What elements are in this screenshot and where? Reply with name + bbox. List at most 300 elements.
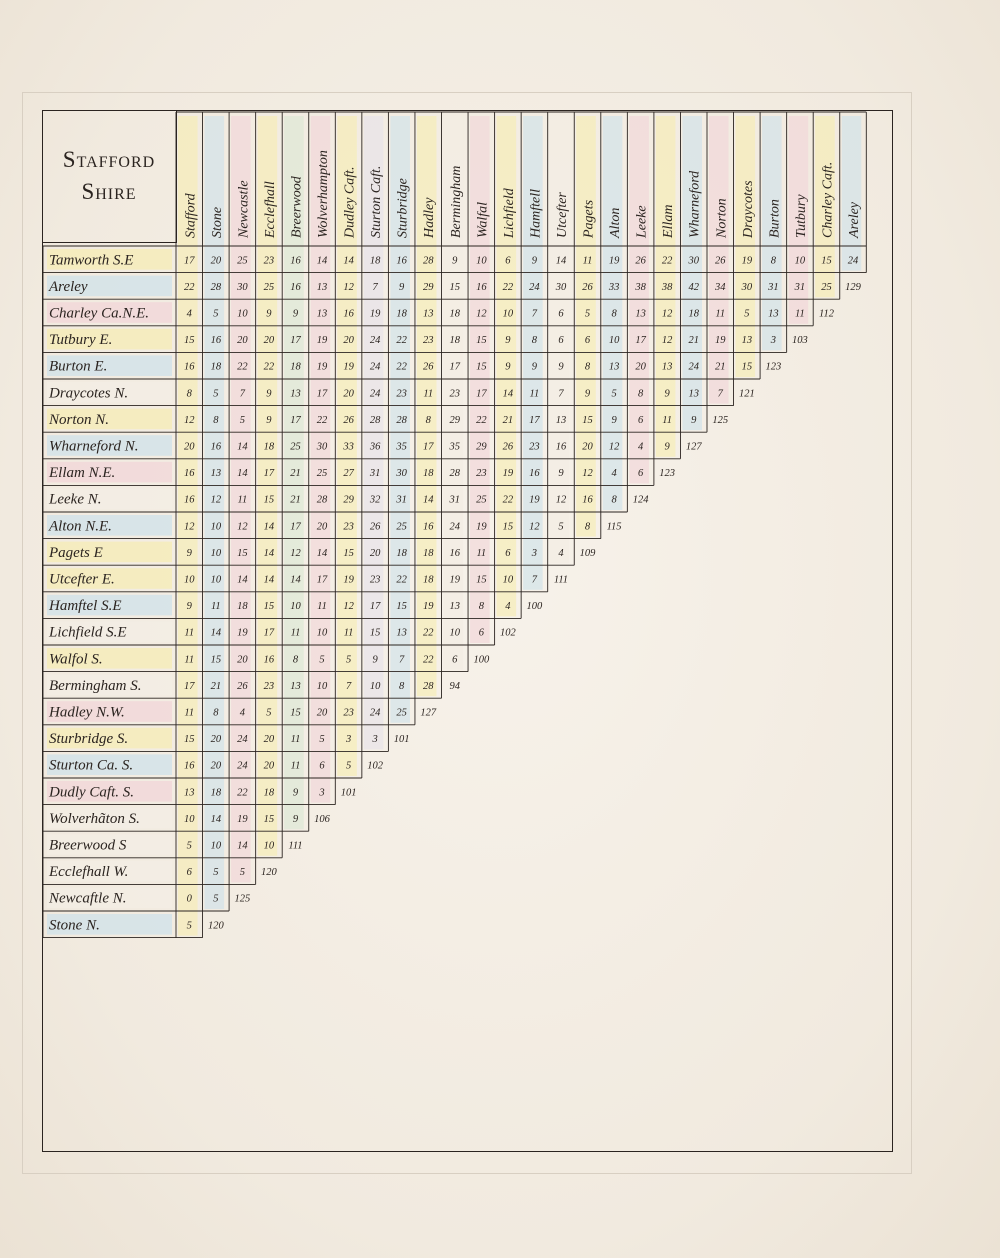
distance-cell: 18 [396,308,407,320]
distance-cell: 29 [422,281,434,293]
distance-cell: 5 [266,707,272,719]
distance-cell: 35 [396,441,407,453]
row-name: Tutbury E. [49,332,113,349]
distance-cell: 15 [476,361,487,373]
distance-cell: 17 [529,414,540,426]
distance-cell: 17 [263,468,275,480]
distance-cell: 18 [263,787,275,799]
distance-cell: 10 [210,521,222,533]
distance-cell: 20 [210,734,222,746]
distance-cell: 9 [531,361,538,373]
distance-cell: 23 [343,707,354,719]
distance-cell: 5 [186,840,192,852]
distance-cell: 17 [635,335,646,347]
distance-cell: 12 [237,521,248,533]
distance-cell: 15 [476,574,487,586]
distance-cell: 24 [369,388,381,400]
distance-cell: 15 [369,627,381,639]
distance-cell: 42 [688,281,699,293]
distance-cell: 17 [184,255,195,267]
distance-cell: 10 [263,840,275,852]
distance-cell: 17 [290,521,301,533]
distance-cell: 31 [794,281,806,293]
distance-cell: 12 [210,494,222,506]
column-tint [470,116,490,643]
distance-cell: 25 [396,707,407,719]
distance-cell: 12 [343,281,354,293]
distance-cell: 9 [266,414,272,426]
distance-cell: 26 [369,521,381,533]
column-header: Wharneford [687,170,703,238]
distance-from-london: 123 [765,361,782,373]
distance-cell: 29 [343,494,354,506]
row-name: Sturton Ca. S. [49,757,134,774]
column-header: Burton [767,199,783,238]
distance-from-london: 129 [845,281,861,293]
distance-cell: 10 [316,627,328,639]
column-header: Sturton Caft. [369,165,385,238]
distance-cell: 15 [263,601,275,613]
distance-cell: 31 [369,468,381,480]
distance-cell: 22 [316,414,328,426]
distance-cell: 25 [290,441,301,453]
row-name: Newcaftle N. [49,890,127,907]
distance-cell: 20 [316,707,328,719]
distance-cell: 30 [237,281,248,293]
distance-cell: 19 [369,308,381,320]
distance-cell: 10 [502,574,514,586]
distance-cell: 9 [372,654,378,666]
distance-cell: 13 [316,308,328,320]
distance-cell: 6 [558,335,564,347]
column-tint [523,116,543,590]
distance-cell: 4 [239,707,245,719]
distance-cell: 10 [290,601,301,613]
distance-cell: 10 [184,574,195,586]
distance-cell: 31 [396,494,407,506]
distance-cell: 18 [369,255,381,267]
distance-cell: 11 [529,388,540,400]
distance-cell: 15 [184,335,195,347]
distance-cell: 18 [449,335,461,347]
distance-cell: 16 [449,547,461,559]
distance-cell: 9 [292,787,299,799]
distance-cell: 20 [237,654,248,666]
distance-cell: 20 [263,734,275,746]
distance-cell: 9 [691,414,697,426]
column-header: Hadley [422,197,438,238]
distance-cell: 9 [292,308,299,320]
distance-cell: 17 [449,361,461,373]
distance-cell: 11 [795,308,805,320]
distance-cell: 14 [555,255,567,267]
distance-cell: 15 [476,335,487,347]
distance-cell: 15 [343,547,354,559]
distance-cell: 22 [502,494,514,506]
distance-cell: 18 [422,547,434,559]
distance-cell: 7 [345,680,352,692]
distance-cell: 14 [316,547,328,559]
column-header: Ecclefhall [262,181,278,238]
column-header: Bermingham [448,165,464,238]
distance-from-london: 100 [473,654,490,666]
distance-cell: 9 [186,601,192,613]
distance-cell: 15 [290,707,301,719]
distance-cell: 15 [263,494,275,506]
distance-cell: 20 [582,441,593,453]
distance-cell: 9 [505,335,511,347]
row-name: Leeke N. [49,491,102,508]
distance-cell: 5 [213,388,219,400]
distance-cell: 26 [343,414,354,426]
distance-cell: 14 [290,574,301,586]
distance-cell: 19 [449,574,461,586]
distance-cell: 20 [210,760,222,772]
distance-cell: 10 [502,308,514,320]
distance-cell: 8 [478,601,484,613]
distance-cell: 20 [263,335,275,347]
column-header: Stone [209,206,225,238]
distance-cell: 10 [476,255,487,267]
distance-cell: 21 [290,468,301,480]
distance-cell: 27 [343,468,354,480]
distance-cell: 19 [237,627,248,639]
distance-from-london: 109 [579,547,596,559]
distance-cell: 12 [661,308,673,320]
distance-cell: 23 [529,441,540,453]
column-header: Ellam [661,204,677,238]
title-line-1: Stafford [62,147,156,172]
distance-cell: 5 [213,893,219,905]
distance-cell: 18 [449,308,461,320]
row-name: Sturbridge S. [49,731,129,748]
distance-cell: 13 [768,308,779,320]
distance-cell: 18 [210,361,222,373]
distance-cell: 20 [343,388,354,400]
distance-cell: 22 [661,255,673,267]
distance-cell: 17 [476,388,487,400]
distance-cell: 3 [319,787,325,799]
distance-cell: 6 [186,867,192,879]
distance-cell: 30 [316,441,328,453]
distance-cell: 22 [396,335,407,347]
distance-cell: 24 [237,760,248,772]
row-name: Dudly Caft. S. [49,784,134,801]
column-header: Hamftell [528,189,544,238]
distance-cell: 17 [184,680,195,692]
distance-cell: 18 [237,601,248,613]
distance-cell: 4 [638,441,644,453]
distance-cell: 15 [263,813,275,825]
distance-cell: 8 [770,255,776,267]
distance-cell: 6 [584,335,591,347]
distance-cell: 9 [531,255,538,267]
distance-cell: 12 [290,547,301,559]
distance-cell: 10 [210,574,222,586]
distance-cell: 11 [582,255,593,267]
distance-cell: 22 [502,281,514,293]
distance-cell: 19 [343,574,354,586]
distance-cell: 7 [372,281,378,293]
distance-cell: 18 [290,361,301,373]
row-name: Ellam N.E. [49,465,116,482]
distance-cell: 0 [186,893,192,905]
distance-cell: 13 [608,361,620,373]
distance-cell: 17 [263,627,275,639]
distance-cell: 12 [476,308,487,320]
distance-cell: 21 [290,494,301,506]
distance-cell: 25 [476,494,487,506]
distance-cell: 26 [635,255,646,267]
distance-cell: 5 [319,654,325,666]
distance-cell: 18 [263,441,275,453]
distance-cell: 19 [422,601,434,613]
distance-cell: 18 [422,468,434,480]
distance-cell: 12 [661,335,673,347]
distance-cell: 5 [345,654,352,666]
distance-cell: 20 [237,335,248,347]
distance-cell: 13 [290,680,301,692]
distance-cell: 4 [505,601,511,613]
distance-from-london: 125 [234,893,251,905]
distance-cell: 14 [263,574,275,586]
distance-from-london: 121 [738,388,755,400]
distance-cell: 24 [847,255,859,267]
distance-cell: 5 [345,760,352,772]
distance-cell: 22 [184,281,195,293]
row-name: Ecclefhall W. [49,864,129,881]
distance-cell: 13 [422,308,434,320]
distance-cell: 9 [505,361,511,373]
column-header: Sturbridge [395,178,411,238]
distance-from-london: 101 [340,787,357,799]
distance-cell: 12 [555,494,567,506]
distance-cell: 32 [369,494,381,506]
distance-cell: 25 [237,255,248,267]
distance-cell: 13 [741,335,753,347]
distance-cell: 20 [343,335,354,347]
distance-from-london: 123 [659,468,676,480]
row-name: Utcefter E. [49,571,115,588]
distance-cell: 16 [529,468,540,480]
distance-cell: 14 [237,468,248,480]
distance-cell: 3 [372,734,378,746]
distance-cell: 18 [688,308,699,320]
distance-cell: 4 [611,468,617,480]
distance-cell: 24 [369,335,381,347]
distance-cell: 36 [369,441,381,453]
distance-cell: 16 [290,255,301,267]
distance-cell: 19 [741,255,753,267]
distance-cell: 7 [717,388,723,400]
distance-cell: 24 [688,361,699,373]
distance-cell: 9 [186,547,192,559]
distance-cell: 31 [449,494,461,506]
distance-cell: 4 [186,308,192,320]
distance-cell: 21 [502,414,514,426]
distance-cell: 15 [210,654,222,666]
distance-cell: 28 [422,680,434,692]
distance-cell: 11 [290,760,301,772]
distance-cell: 23 [263,680,275,692]
row-name: Tamworth S.E [49,252,134,269]
column-header: Areley [847,201,863,238]
distance-cell: 11 [237,494,248,506]
distance-cell: 12 [582,468,593,480]
column-header: Norton [714,198,730,238]
distance-cell: 5 [611,388,617,400]
distance-cell: 19 [316,335,328,347]
distance-cell: 13 [184,787,195,799]
column-tint [842,116,862,271]
distance-cell: 11 [184,707,195,719]
distance-cell: 31 [768,281,779,293]
distance-cell: 11 [715,308,726,320]
distance-from-london: 101 [393,734,410,746]
distance-cell: 14 [237,840,248,852]
distance-from-london: 102 [500,627,516,639]
distance-cell: 7 [399,654,405,666]
distance-cell: 15 [396,601,407,613]
distance-cell: 24 [449,521,461,533]
distance-cell: 15 [741,361,753,373]
distance-cell: 13 [210,468,222,480]
distance-from-london: 115 [606,521,622,533]
distance-cell: 17 [369,601,381,613]
distance-cell: 19 [343,361,354,373]
distance-cell: 13 [316,281,328,293]
distance-cell: 13 [396,627,407,639]
distance-cell: 5 [744,308,750,320]
distance-cell: 22 [422,654,434,666]
distance-cell: 15 [184,734,195,746]
distance-from-london: 124 [632,494,649,506]
distance-cell: 14 [422,494,434,506]
distance-cell: 20 [635,361,646,373]
distance-cell: 16 [184,468,195,480]
distance-cell: 5 [319,734,325,746]
distance-cell: 23 [449,388,461,400]
distance-cell: 16 [210,335,222,347]
distance-cell: 14 [316,255,328,267]
distance-cell: 10 [237,308,248,320]
distance-cell: 34 [715,281,726,293]
distance-cell: 21 [210,680,222,692]
title-line-2: Shire [81,179,137,204]
distance-cell: 8 [213,414,219,426]
distance-cell: 4 [558,547,564,559]
row-name: Walfol S. [49,651,103,668]
distance-cell: 10 [184,813,195,825]
distance-cell: 33 [343,441,354,453]
distance-cell: 16 [184,361,195,373]
distance-cell: 30 [396,468,407,480]
distance-from-london: 100 [526,601,543,613]
distance-cell: 24 [369,361,381,373]
distance-cell: 17 [290,414,301,426]
distance-cell: 15 [237,547,248,559]
distance-from-london: 127 [420,707,437,719]
distance-cell: 15 [821,255,832,267]
distance-cell: 7 [531,308,538,320]
distance-from-london: 106 [314,813,330,825]
distance-cell: 9 [266,308,272,320]
column-header: Utcefter [554,192,570,238]
distance-cell: 28 [422,255,434,267]
distance-cell: 28 [210,281,222,293]
distance-cell: 11 [184,627,195,639]
distance-cell: 9 [611,414,617,426]
distance-cell: 14 [210,627,222,639]
distance-cell: 16 [582,494,593,506]
distance-cell: 16 [290,281,301,293]
distance-cell: 9 [664,441,670,453]
distance-cell: 28 [396,414,407,426]
row-name: Bermingham S. [49,677,142,694]
distance-from-london: 112 [818,308,834,320]
distance-cell: 8 [292,654,299,666]
distance-from-london: 111 [553,574,569,586]
distance-cell: 10 [794,255,806,267]
row-name: Charley Ca.N.E. [49,305,149,322]
row-name: Norton N. [49,411,110,428]
distance-cell: 19 [237,813,248,825]
distance-cell: 5 [239,867,245,879]
distance-cell: 6 [638,414,644,426]
distance-cell: 28 [369,414,381,426]
distance-cell: 14 [237,441,248,453]
distance-cell: 19 [529,494,540,506]
distance-cell: 11 [210,601,221,613]
distance-cell: 24 [369,707,381,719]
distance-cell: 28 [449,468,461,480]
distance-cell: 10 [316,680,328,692]
distance-cell: 20 [184,441,195,453]
distance-cell: 8 [584,361,591,373]
distance-cell: 10 [449,627,461,639]
distance-cell: 5 [558,521,564,533]
distance-from-london: 120 [207,920,224,932]
distance-cell: 17 [316,388,328,400]
column-header: Newcastle [236,180,252,238]
distance-cell: 30 [688,255,699,267]
distance-cell: 24 [237,734,248,746]
column-header: Breerwood [289,176,305,238]
distance-cell: 22 [237,787,248,799]
distance-cell: 8 [425,414,431,426]
distance-cell: 8 [638,388,644,400]
distance-cell: 8 [584,521,591,533]
distance-cell: 6 [638,468,644,480]
distance-cell: 9 [584,388,591,400]
column-header: Charley Caft. [820,161,836,238]
row-name: Stone N. [49,917,100,934]
distance-cell: 26 [502,441,514,453]
distance-cell: 8 [213,707,219,719]
distance-cell: 29 [476,441,487,453]
distance-cell: 18 [422,574,434,586]
distance-cell: 8 [611,308,617,320]
distance-cell: 16 [422,521,434,533]
column-header: Tutbury [793,194,809,238]
distance-cell: 22 [263,361,275,373]
distance-cell: 14 [237,574,248,586]
distance-cell: 9 [558,361,564,373]
distance-cell: 13 [688,388,699,400]
row-name: Wolverhãton S. [49,810,140,827]
distance-cell: 14 [502,388,514,400]
distance-cell: 26 [237,680,248,692]
